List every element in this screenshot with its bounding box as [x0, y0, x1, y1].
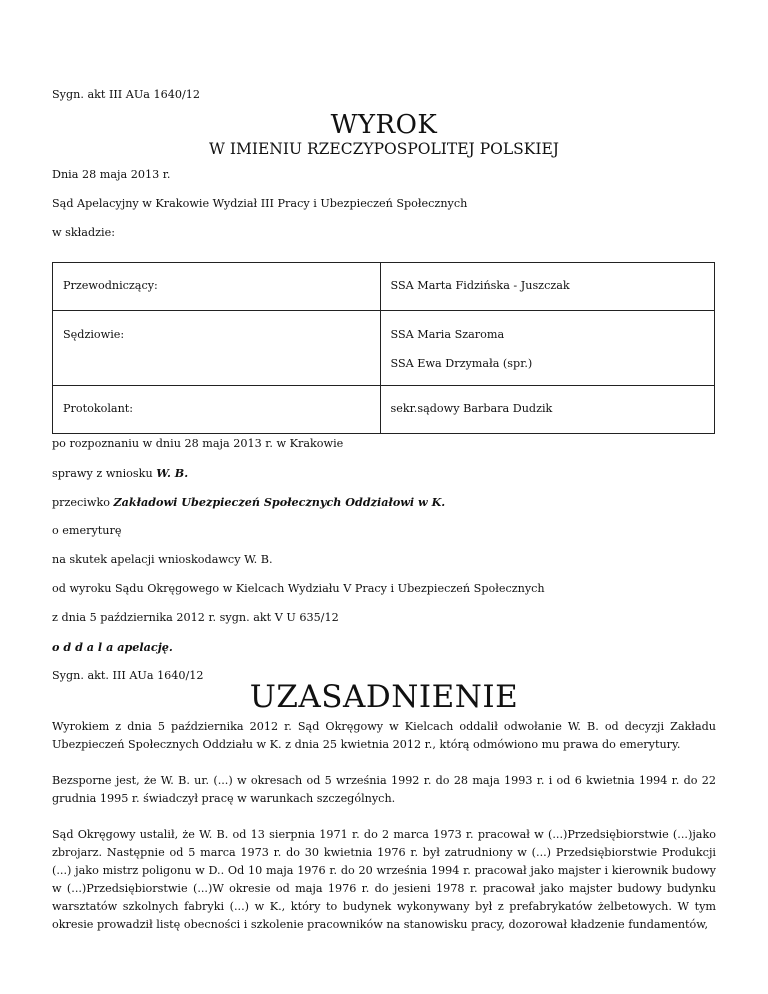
- court-name: Sąd Apelacyjny w Krakowie Wydział III Pracy i Ubezpieczeń Społecznych: [52, 197, 468, 210]
- against-prefix: przeciwko: [52, 496, 114, 509]
- judgment-title: WYROK: [330, 110, 438, 140]
- panel-names-cell: [380, 386, 714, 434]
- justification-heading: UZASADNIENIE: [249, 679, 519, 715]
- panel-role-cell: [53, 386, 381, 434]
- panel-role: Protokolant:: [63, 402, 134, 415]
- composition-label: w składzie:: [52, 226, 115, 239]
- panel-row-clerk: [53, 386, 715, 434]
- justification-case-number: Sygn. akt. III AUa 1640/12: [52, 669, 204, 682]
- panel-names-cell: [380, 311, 714, 386]
- panel-name: SSA Maria Szaroma: [390, 328, 505, 341]
- panel-name: SSA Ewa Drzymała (spr.): [390, 357, 533, 370]
- panel-row-chair: [53, 263, 715, 311]
- panel-role-cell: [53, 263, 381, 311]
- ruling: o d d a l a apelację.: [52, 640, 173, 654]
- panel-name: SSA Marta Fidzińska - Juszczak: [390, 279, 570, 292]
- justification-paragraph: Bezsporne jest, że W. B. ur. (...) w okresach od 5 września 1992 r. do 28 maja 1993 r. i od 6 kwietnia 1994 r. do 22 grudnia 1995 r. świadczył pracę w warunkach szczególnych.: [52, 774, 716, 805]
- defendant-name: Zakładowi Ubezpieczeń Społecznych Oddziałowi w K.: [113, 495, 446, 509]
- court-panel-table: [52, 262, 715, 434]
- panel-row-judges: [53, 311, 715, 386]
- case-line: [52, 466, 188, 480]
- justification-paragraph: Sąd Okręgowy ustalił, że W. B. od 13 sierpnia 1971 r. do 2 marca 1973 r. pracował w (...)Przedsiębiorstwie (...)jako zbrojarz. Następnie od 5 marca 1973 r. do 30 kwietnia 1976 r. był zatrudniony w (...) Przedsiębiorstwie Produkcji (...) jako mistrz poligonu w D.. Od 10 maja 1976 r. do 20 września 1994 r. pracował jako majster i kierownik budowy w (...)Przedsiębiorstwie (...)W okresie od maja 1976 r. do jesieni 1978 r. pracował jako majster budowy budynku warsztatów szkolnych fabryki (...) w K., który to budynek wykonywany był z prefabrykatów żelbetowych. W tym okresie prowadził listę obecności i szkolenie pracowników na stanowisku pracy, dozorował kładzenie fundamentów,: [52, 828, 716, 931]
- applicant-name: W. B.: [156, 466, 189, 480]
- judgment-date: Dnia 28 maja 2013 r.: [52, 168, 171, 181]
- judgment-from-line: od wyroku Sądu Okręgowego w Kielcach Wydziału V Pracy i Ubezpieczeń Społecznych: [52, 582, 545, 595]
- case-number: Sygn. akt III AUa 1640/12: [52, 88, 200, 101]
- against-line: [52, 495, 445, 509]
- judgment-subtitle: W IMIENIU RZECZYPOSPOLITEJ POLSKIEJ: [209, 140, 559, 158]
- panel-role-cell: [53, 311, 381, 386]
- panel-name: sekr.sądowy Barbara Dudzik: [390, 402, 553, 415]
- panel-names-cell: [380, 263, 714, 311]
- case-prefix: sprawy z wniosku: [52, 467, 157, 480]
- judgment-date-line: z dnia 5 października 2012 r. sygn. akt V U 635/12: [52, 611, 339, 624]
- appeal-line: na skutek apelacji wnioskodawcy W. B.: [52, 553, 273, 566]
- panel-role: Sędziowie:: [63, 328, 125, 341]
- hearing-line: po rozpoznaniu w dniu 28 maja 2013 r. w Krakowie: [52, 437, 344, 450]
- justification-paragraph: Wyrokiem z dnia 5 października 2012 r. Sąd Okręgowy w Kielcach oddalił odwołanie W. B. od decyzji Zakładu Ubezpieczeń Społecznych Oddziału w K. z dnia 25 kwietnia 2012 r., którą odmówiono mu prawa do emerytury.: [52, 720, 716, 751]
- panel-role: Przewodniczący:: [63, 279, 158, 292]
- subject-line: o emeryturę: [52, 524, 122, 537]
